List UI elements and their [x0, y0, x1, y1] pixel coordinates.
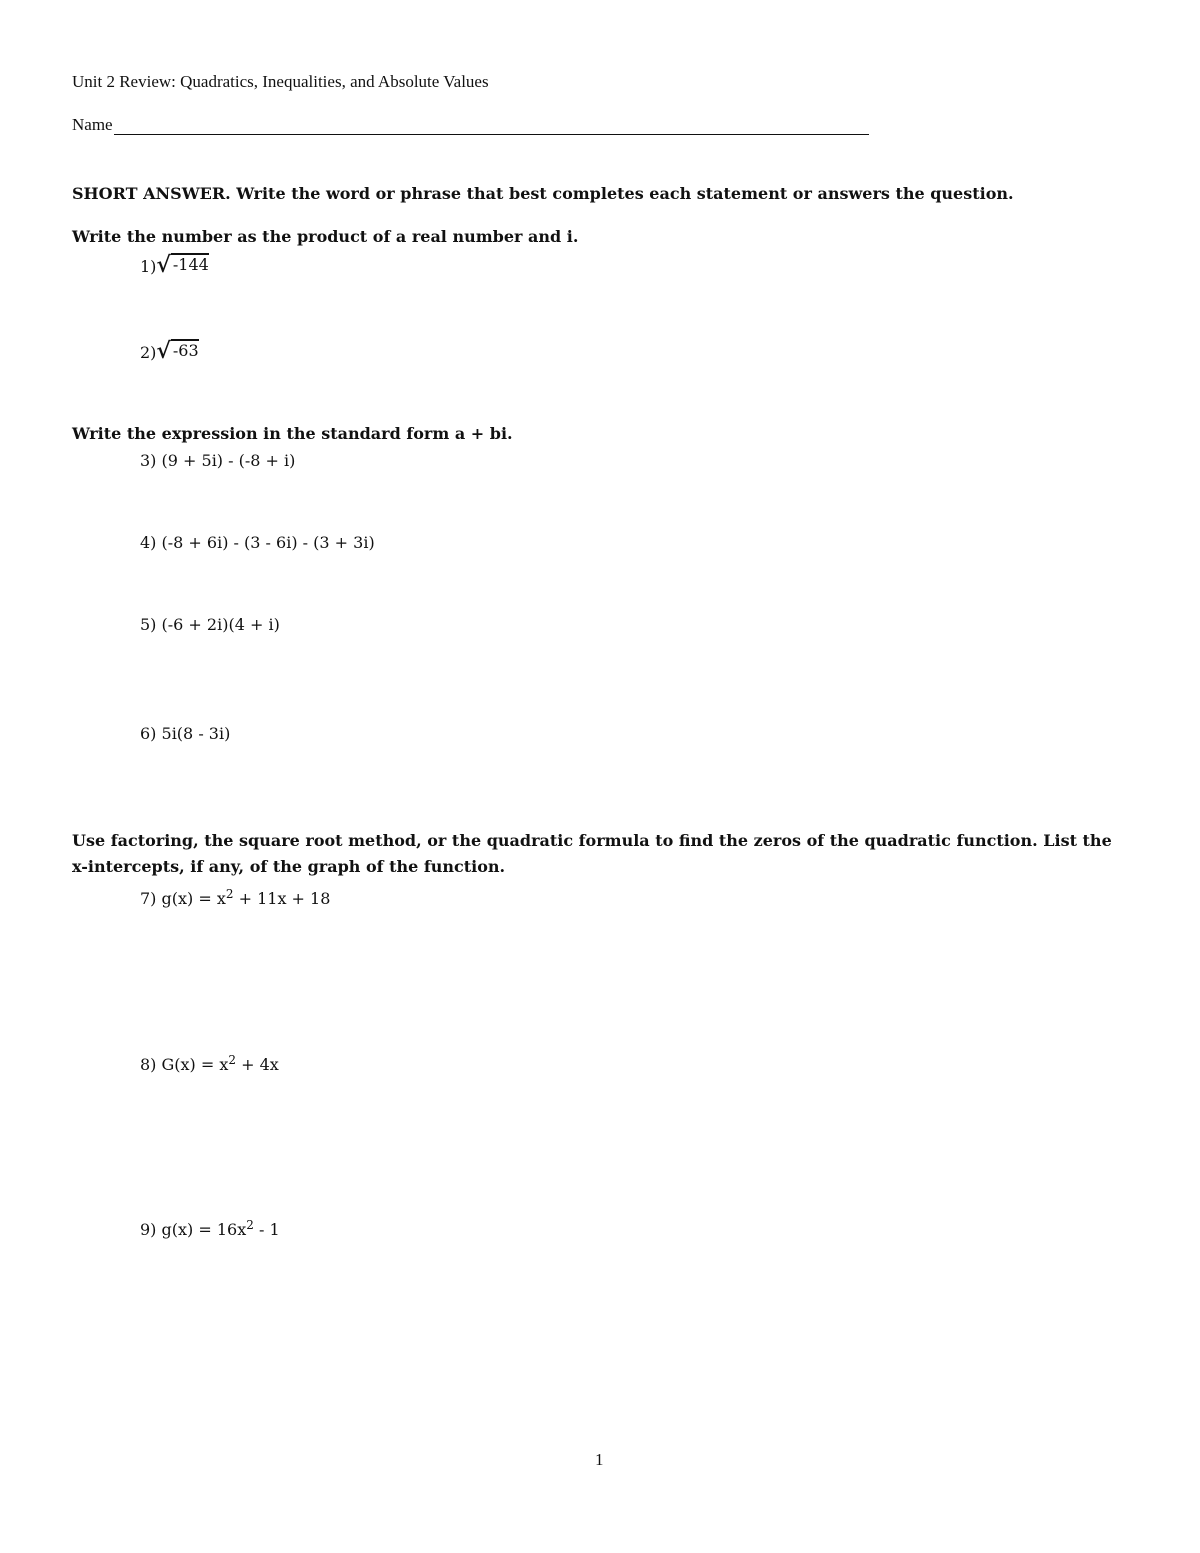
question-1-number: 1): [140, 257, 157, 276]
question-2-number: 2): [140, 343, 157, 362]
question-9: [140, 1218, 280, 1239]
name-field: [72, 115, 869, 135]
short-answer-instructions: SHORT ANSWER. Write the word or phrase that best completes each statement or answers the question.: [72, 184, 1014, 203]
question-7-lhs: 7) g(x) = x: [140, 889, 226, 908]
question-1: [140, 253, 209, 276]
question-8-rhs: + 4x: [236, 1055, 279, 1074]
worksheet-title: Unit 2 Review: Quadratics, Inequalities, and Absolute Values: [72, 72, 489, 91]
radicand: -63: [172, 341, 199, 360]
question-7: [140, 887, 330, 908]
name-blank-line[interactable]: [114, 116, 869, 135]
question-9-lhs: 9) g(x) = 16x: [140, 1220, 247, 1239]
exponent: 2: [228, 1053, 237, 1067]
question-9-rhs: - 1: [253, 1220, 280, 1239]
section-3-heading-line-2: x-intercepts, if any, of the graph of the function.: [72, 857, 506, 876]
radical-sign-icon: √: [156, 252, 171, 278]
page-number: 1: [595, 1450, 604, 1469]
radicand: -144: [172, 255, 209, 274]
question-3: 3) (9 + 5i) - (-8 + i): [140, 451, 296, 470]
question-4: 4) (-8 + 6i) - (3 - 6i) - (3 + 3i): [140, 533, 375, 552]
question-8: [140, 1053, 279, 1074]
radical-sign-icon: √: [156, 338, 171, 364]
question-7-rhs: + 11x + 18: [233, 889, 331, 908]
exponent: 2: [246, 1218, 254, 1232]
section-3-heading-line-1: Use factoring, the square root method, or the quadratic formula to find the zeros of the quadratic function. List the: [72, 831, 1112, 850]
name-label: Name: [72, 115, 113, 134]
section-2-heading: Write the expression in the standard form a + bi.: [72, 424, 513, 443]
question-8-lhs: 8) G(x) = x: [140, 1055, 229, 1074]
section-1-heading: Write the number as the product of a real number and i.: [72, 227, 579, 246]
square-root-expression: [156, 252, 209, 278]
question-5: 5) (-6 + 2i)(4 + i): [140, 615, 280, 634]
square-root-expression: [156, 338, 199, 364]
question-6: 6) 5i(8 - 3i): [140, 724, 231, 743]
exponent: 2: [225, 887, 234, 901]
question-2: [140, 339, 199, 362]
